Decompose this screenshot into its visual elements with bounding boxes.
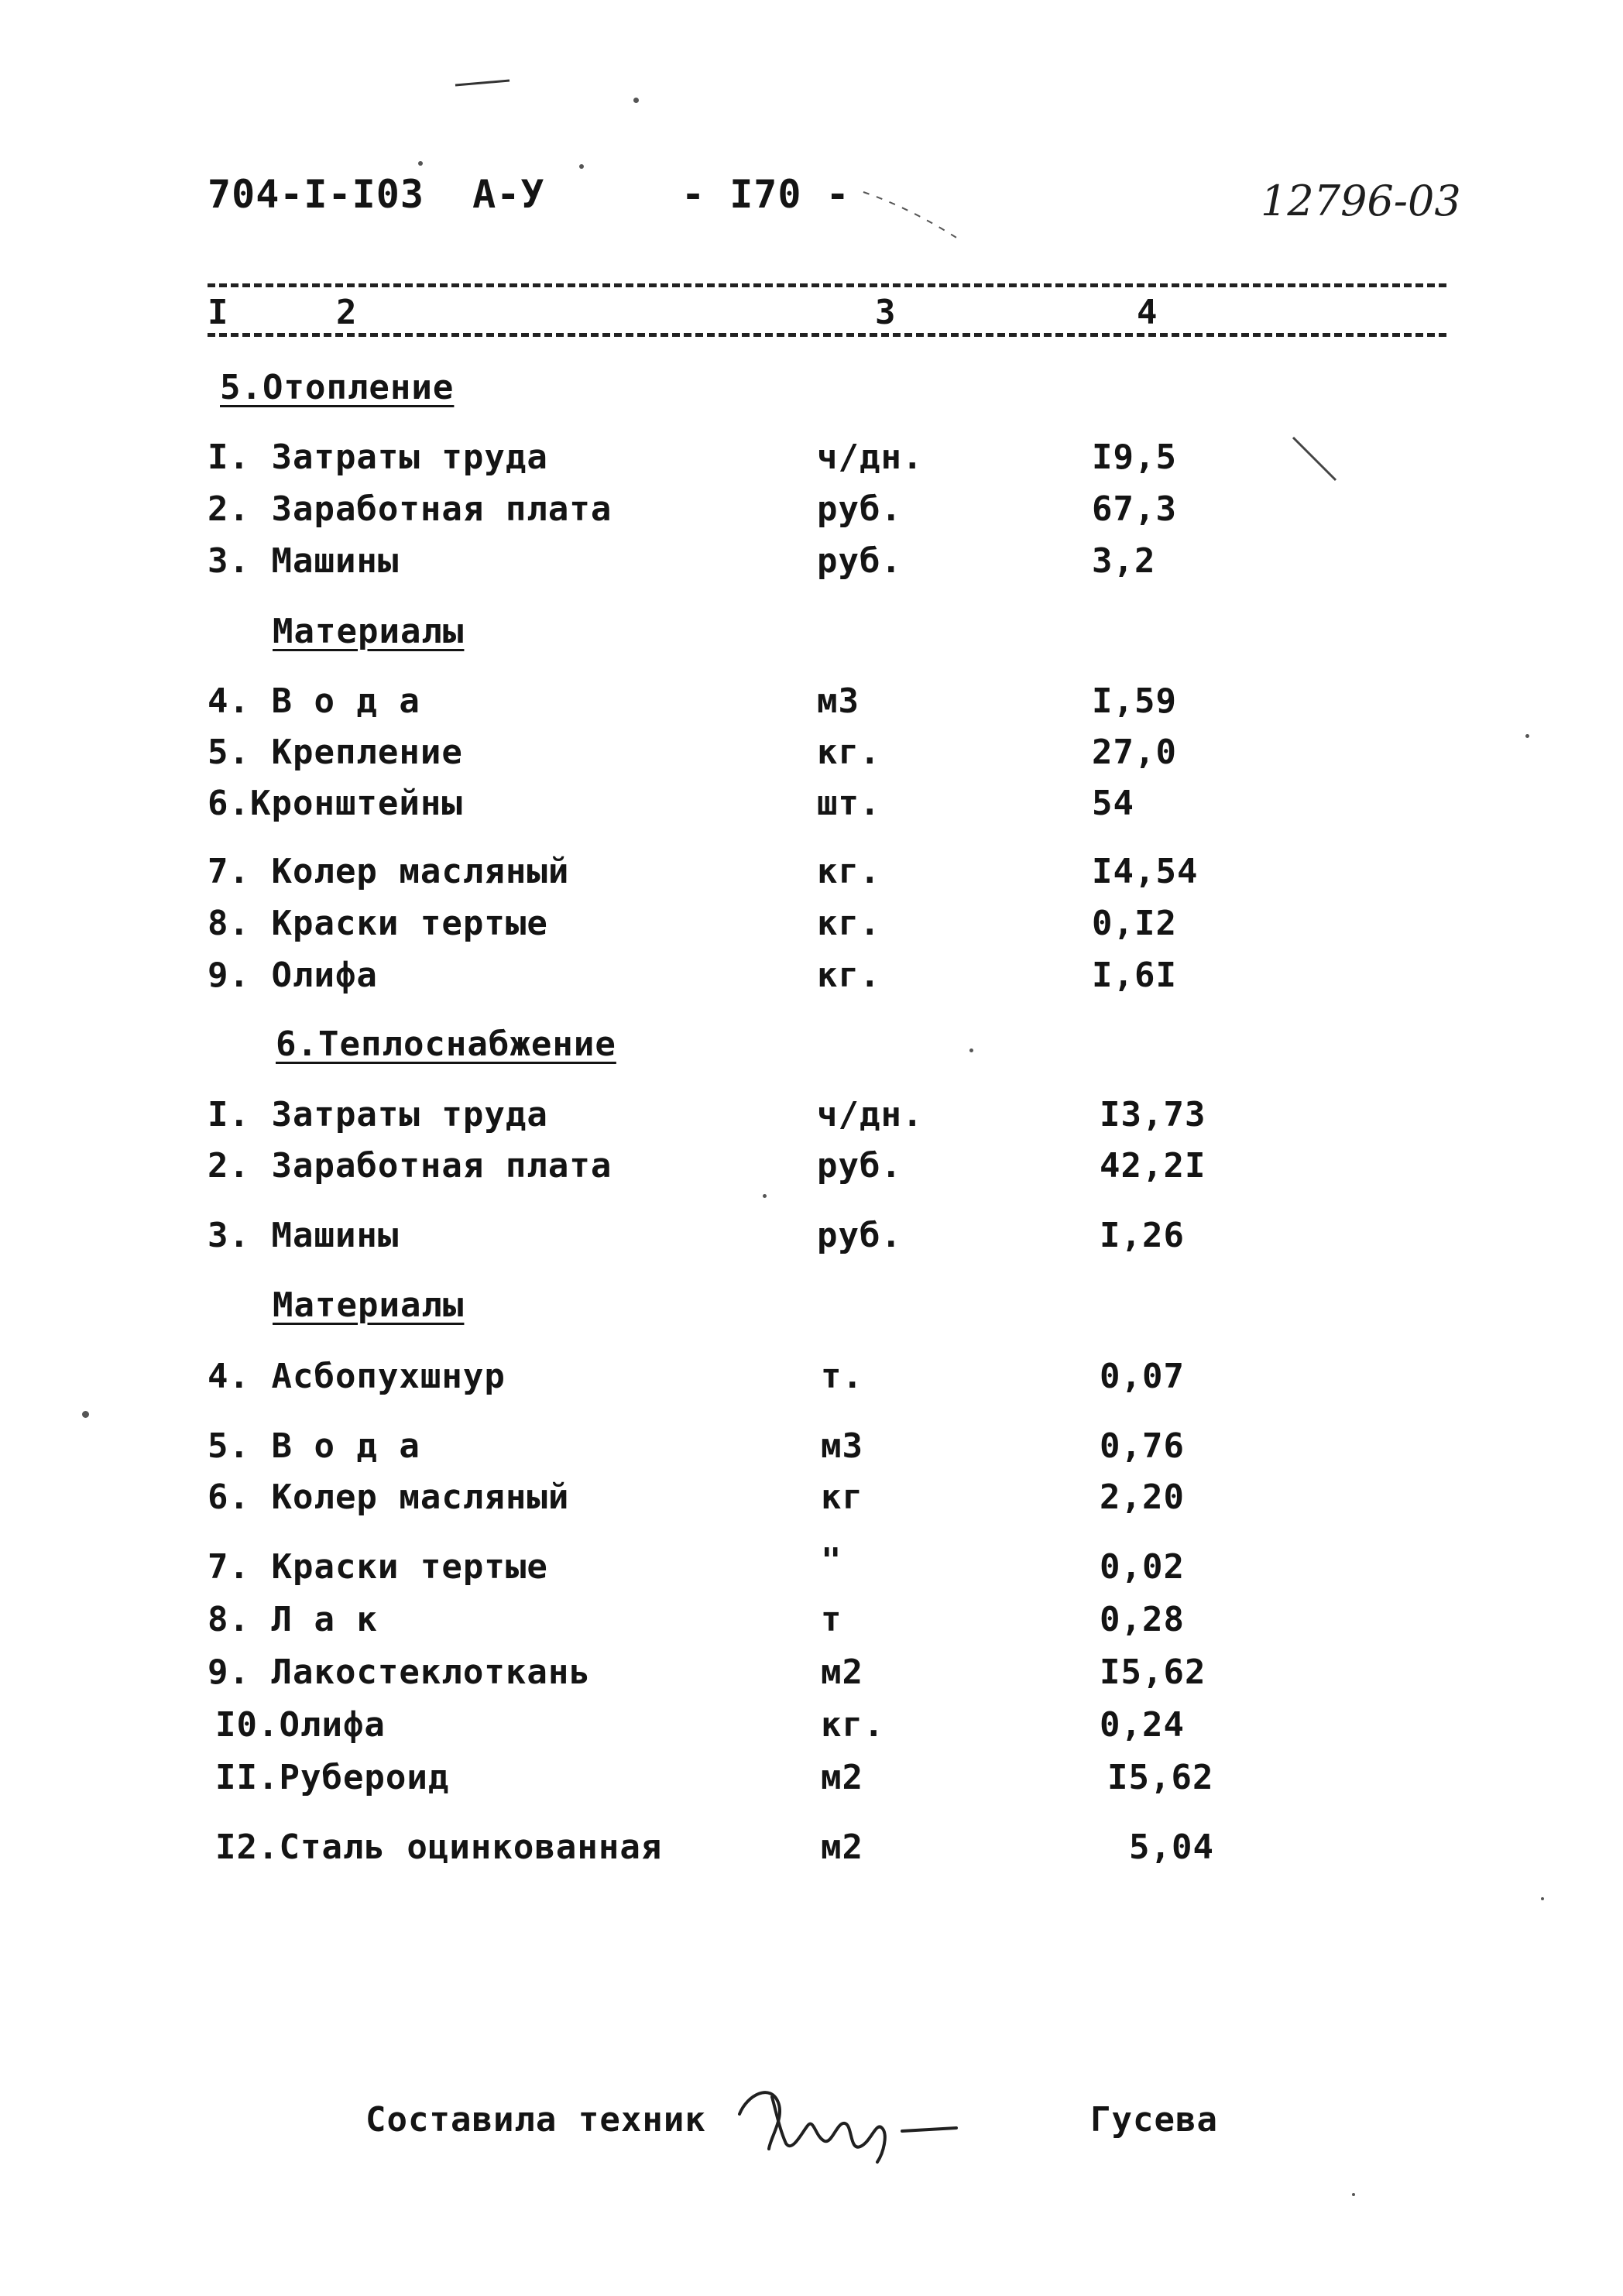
item-name: 8. Л а к	[208, 1600, 378, 1639]
item-name: 6.Кронштейны	[208, 784, 463, 823]
item-unit: кг.	[817, 852, 881, 891]
item-value: 0,02	[1100, 1547, 1185, 1587]
item-unit: м2	[821, 1828, 863, 1867]
item-value: I5,62	[1100, 1653, 1206, 1692]
item-name: 3. Машины	[208, 1216, 400, 1255]
page-number: - I70 -	[681, 172, 850, 217]
item-unit: ч/дн.	[817, 1095, 924, 1134]
scan-mark	[1289, 434, 1351, 496]
item-unit: шт.	[817, 784, 881, 823]
item-unit: м3	[821, 1426, 863, 1466]
item-value: 0,28	[1100, 1600, 1185, 1639]
item-name: 9. Олифа	[208, 956, 378, 995]
column-header-2: 2	[336, 293, 358, 332]
item-value: I3,73	[1100, 1095, 1206, 1134]
item-value: 0,07	[1100, 1357, 1185, 1396]
item-value: I4,54	[1092, 852, 1199, 891]
item-name: I0.Олифа	[215, 1705, 386, 1745]
compiled-by-label: Составила техник	[365, 2100, 706, 2140]
item-name: 9. Лакостеклоткань	[208, 1653, 591, 1692]
item-value: I,59	[1092, 681, 1177, 721]
scan-mark	[860, 186, 968, 248]
item-unit: м2	[821, 1758, 863, 1797]
table-top-rule	[208, 283, 1446, 287]
item-name: 6. Колер масляный	[208, 1477, 570, 1517]
item-unit: ч/дн.	[817, 438, 924, 477]
materials-heading: Материалы	[273, 1285, 465, 1325]
item-unit: "	[821, 1541, 842, 1580]
item-unit: руб.	[817, 1216, 902, 1255]
item-name: 8. Краски тертые	[208, 904, 548, 943]
item-unit: руб.	[817, 541, 902, 581]
item-name: 4. Асбопухшнур	[208, 1357, 506, 1396]
materials-heading: Материалы	[273, 612, 465, 651]
item-value: 0,I2	[1092, 904, 1177, 943]
scan-speck	[418, 161, 423, 166]
item-value: 27,0	[1092, 733, 1177, 772]
item-value: 5,04	[1129, 1828, 1214, 1867]
scan-speck	[969, 1048, 973, 1052]
item-name: 4. В о д а	[208, 681, 420, 721]
item-value: I,26	[1100, 1216, 1185, 1255]
scan-mark	[448, 71, 540, 102]
item-name: 5. Крепление	[208, 733, 463, 772]
item-unit: руб.	[817, 1146, 902, 1186]
table-header-rule	[208, 333, 1446, 337]
item-value: 54	[1092, 784, 1134, 823]
column-header-1: I	[208, 293, 229, 332]
scan-speck	[1525, 734, 1529, 738]
item-value: I5,62	[1107, 1758, 1214, 1797]
signature-image	[724, 2060, 987, 2168]
column-header-4: 4	[1137, 293, 1158, 332]
item-name: I. Затраты труда	[208, 438, 548, 477]
item-unit: кг	[821, 1477, 863, 1517]
item-unit: т.	[821, 1357, 863, 1396]
item-value: 67,3	[1092, 489, 1177, 529]
item-name: 5. В о д а	[208, 1426, 420, 1466]
item-unit: кг.	[817, 904, 881, 943]
scan-speck	[579, 164, 584, 169]
item-name: 7. Краски тертые	[208, 1547, 548, 1587]
item-value: 0,76	[1100, 1426, 1185, 1466]
column-header-3: 3	[875, 293, 897, 332]
item-name: 2. Заработная плата	[208, 489, 612, 529]
item-name: 7. Колер масляный	[208, 852, 570, 891]
item-name: I2.Сталь оцинкованная	[215, 1828, 663, 1867]
item-unit: м2	[821, 1653, 863, 1692]
document-code: 704-I-I03 А-У	[208, 172, 545, 217]
item-unit: т	[821, 1600, 842, 1639]
scan-speck	[1541, 1897, 1544, 1900]
item-unit: кг.	[821, 1705, 885, 1745]
item-value: I,6I	[1092, 956, 1177, 995]
item-name: I. Затраты труда	[208, 1095, 548, 1134]
item-value: 3,2	[1092, 541, 1156, 581]
scan-speck	[82, 1411, 89, 1418]
scan-speck	[633, 98, 639, 103]
section-title: 5.Отопление	[220, 368, 455, 407]
archive-number: 12796-03	[1261, 177, 1461, 225]
item-name: II.Рубероид	[215, 1758, 450, 1797]
item-value: 2,20	[1100, 1477, 1185, 1517]
section-title: 6.Теплоснабжение	[276, 1024, 616, 1064]
item-name: 2. Заработная плата	[208, 1146, 612, 1186]
item-name: 3. Машины	[208, 541, 400, 581]
item-value: 42,2I	[1100, 1146, 1206, 1186]
item-unit: м3	[817, 681, 860, 721]
item-value: I9,5	[1092, 438, 1177, 477]
item-value: 0,24	[1100, 1705, 1185, 1745]
item-unit: кг.	[817, 733, 881, 772]
scan-speck	[1352, 2193, 1355, 2196]
item-unit: руб.	[817, 489, 902, 529]
author-surname: Гусева	[1090, 2100, 1218, 2140]
scan-speck	[763, 1194, 767, 1198]
item-unit: кг.	[817, 956, 881, 995]
